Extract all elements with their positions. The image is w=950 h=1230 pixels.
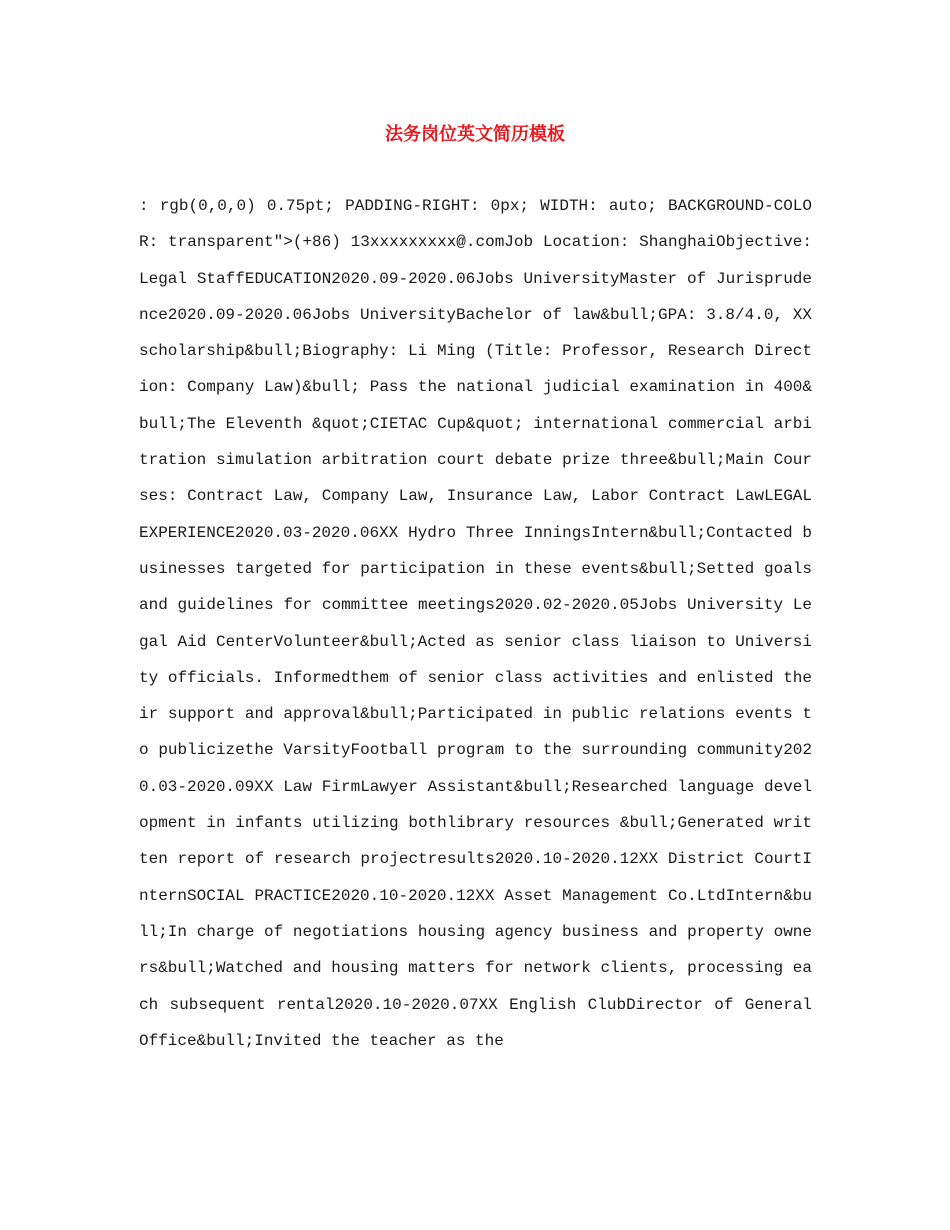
document-body-text: : rgb(0,0,0) 0.75pt; PADDING-RIGHT: 0px; WIDTH: auto; BACKGROUND-COLOR: transparent">(+86) 13xxxxxxxxx@.comJob Location: ShanghaiObjective: Legal StaffEDUCATION2020.09-2020.06Jobs UniversityMaster of Jurisprudence2020.09-2020.06Jobs UniversityBachelor of law&bull;GPA: 3.8/4.0, XX scholarship&bull;Biography: Li Ming (Title: Professor, Research Direction: Company Law)&bull; Pass the national judicial examination in 400&bull;The Eleventh &quot;CIETAC Cup&quot; international commercial arbitration simulation arbitration court debate prize three&bull;Main Courses: Contract Law, Company Law, Insurance Law, Labor Contract LawLEGAL EXPERIENCE2020.03-2020.06XX Hydro Three InningsIntern&bull;Contacted businesses targeted for participation in these events&bull;Setted goals and guidelines for committee meetings2020.02-2020.05Jobs University Legal Aid CenterVolunteer&bull;Acted as senior class liaison to University officials. Informedthem of senior class activities and enlisted their support and approval&bull;Participated in public relations events to publicizethe VarsityFootball program to the surrounding community2020.03-2020.09XX Law FirmLawyer Assistant&bull;Researched language development in infants utilizing bothlibrary resources &bull;Generated written report of research projectresults2020.10-2020.12XX District CourtInternSOCIAL PRACTICE2020.10-2020.12XX Asset Management Co.LtdIntern&bull;In charge of negotiations housing agency business and property owners&bull;Watched and housing matters for network clients, processing each subsequent rental2020.10-2020.07XX English ClubDirector of General Office&bull;Invited the teacher as the [139,197,812,1050]
document-title: 法务岗位英文简历模板 [385,124,565,145]
